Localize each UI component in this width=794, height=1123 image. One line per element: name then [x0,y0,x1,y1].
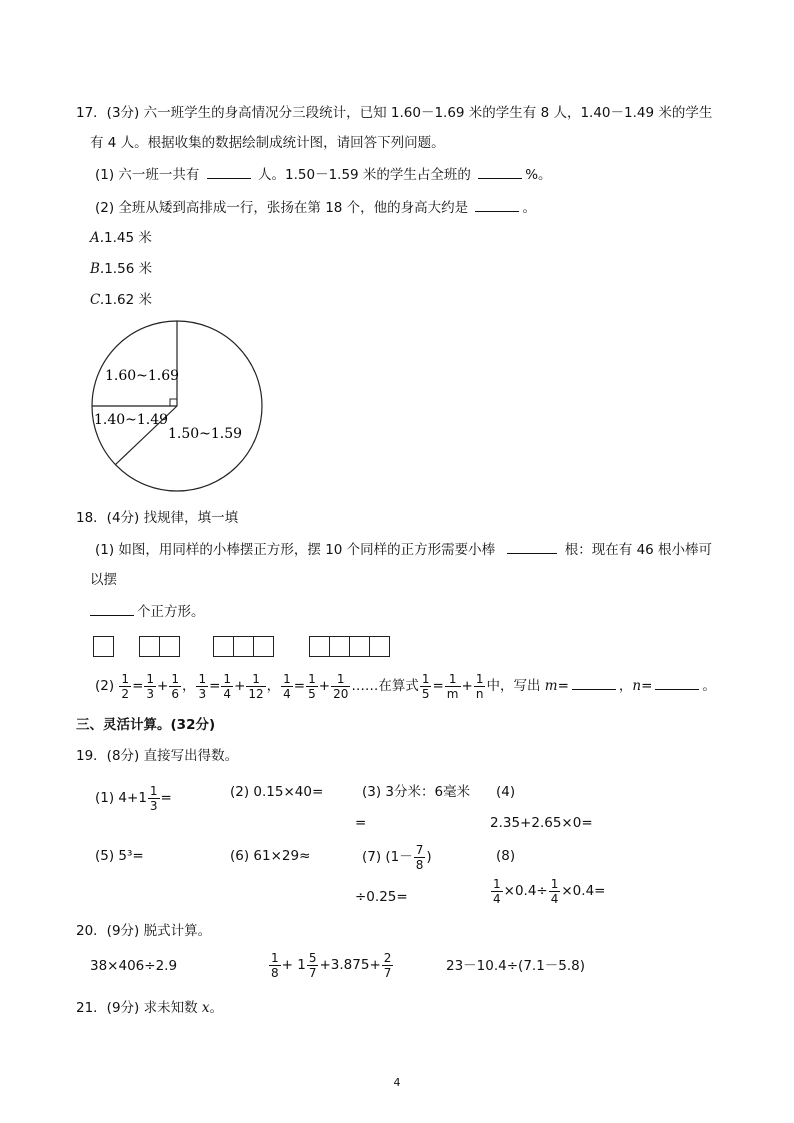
frac-num: 1 [171,671,179,686]
frac-1-m [445,672,461,701]
q19-item-8-mid: ×0.4÷ [503,883,548,899]
q17-part2-text-a: (2) 全班从矮到高排成一行，张扬在第 18 个，他的身高大约是 [95,200,469,216]
q20-expr-3: 23－10.4÷(7.1－5.8) [446,958,586,974]
q17-part2 [95,198,536,217]
q17-option-b-letter: B. [90,261,105,277]
frac-num: 1 [475,671,484,686]
q17-height-blank[interactable] [475,198,519,212]
plus: + [461,678,473,694]
comma: ， [266,678,281,694]
equals: = [293,678,306,694]
plus: + [318,678,331,694]
frac-den: 7 [308,965,317,980]
frac-den: n [475,686,484,701]
square-3-2 [233,636,254,657]
q19-item-6: (6) 61×29≈ [230,848,311,864]
q17-option-a-letter: A. [90,230,105,246]
comma: ， [181,678,196,694]
frac-den: 3 [198,686,207,701]
frac-num: 1 [283,671,291,686]
frac-den: 8 [271,965,279,980]
frac-den: 3 [149,798,158,813]
pie-label-160-169: 1.60~1.69 [105,368,180,384]
n-blank[interactable] [655,676,699,690]
q19-item-3b: = [355,815,367,831]
ellipsis-text: ……在算式 [351,678,419,694]
section-3-title: 三、灵活计算。(32分) [76,717,216,733]
q17-part1-text-b: 人。1.50－1.59 米的学生占全班的 [258,167,471,183]
q19-item-4a: (4) [496,784,516,800]
frac-1-4 [221,672,233,701]
frac-num: 1 [271,950,279,965]
frac-1-5b [420,672,432,701]
q17-stem-line1: 17．(3分) 六一班学生的身高情况分三段统计，已知 1.60－1.69 米的学生有 8 人，1.40－1.49 米的学生 [76,105,713,121]
frac-den: 3 [146,686,155,701]
frac-den: 12 [248,686,264,701]
q21-stem-text: 21．(9分) 求未知数 [76,1000,198,1016]
frac-num: 7 [415,842,424,857]
pie-right-angle-mark [170,399,177,406]
frac-num: 1 [223,671,232,686]
frac-den: 4 [283,686,291,701]
end-period: 。 [702,678,716,694]
frac-5-7 [307,951,319,980]
q19-item-7-close: ) [426,849,432,865]
frac-1-n [474,672,486,701]
q19-item-3a: (3) 3分米：6毫米 [362,784,471,800]
frac-den: 4 [223,686,232,701]
q18-part2 [95,671,716,701]
q18-part1-text-b: 根：现在有 46 根小棒可 [564,542,713,558]
q17-option-c-text: 1.62 米 [104,292,152,308]
frac-den: 2 [121,686,130,701]
q18-part1-line1 [95,540,712,559]
separator: ， [618,678,633,694]
frac-1-6 [169,672,181,701]
plus: + [234,678,246,694]
frac-den: 6 [171,686,179,701]
q17-pie-chart [90,320,265,495]
q19-item-7-open: (7) (1－ [362,849,413,865]
q20-expr-2-plus1: + 1 [281,957,306,973]
pie-label-150-159: 1.50~1.59 [168,426,243,442]
q19-item-1-b: = [160,790,172,806]
q18-squares-blank[interactable] [90,602,134,616]
frac-num: 1 [198,671,207,686]
q17-part1 [95,165,552,184]
frac-1-12 [246,672,265,701]
frac-num: 1 [308,671,316,686]
q19-item-8-end: ×0.4= [561,883,606,899]
frac-num: 5 [308,950,317,965]
q17-option-a-text: 1.45 米 [104,230,152,246]
q18-part1-text-d: 个正方形。 [137,604,205,620]
m-variable: m [544,678,558,694]
frac-den: 4 [493,891,501,906]
q17-part1-text-a: (1) 六一班一共有 [95,167,200,183]
q17-option-c-letter: C. [90,292,105,308]
q19-item-7b: ÷0.25= [355,889,408,905]
frac-num: 1 [121,671,130,686]
frac-1-4b [281,672,293,701]
q20-expr-2-plus2: +3.875+ [319,957,381,973]
q17-part1-text-c: %。 [525,167,552,183]
frac-1-2 [119,672,131,701]
q18-stem: 18．(4分) 找规律，填一填 [76,510,239,526]
equals: = [641,678,653,694]
q17-total-blank[interactable] [207,165,251,179]
q17-option-b-text: 1.56 米 [104,261,153,277]
equals: = [209,678,221,694]
q21-stem [76,999,223,1017]
plus: + [157,678,169,694]
square-3-3 [253,636,274,657]
q19-stem: 19．(8分) 直接写出得数。 [76,748,239,764]
frac-1-8 [269,951,281,980]
frac-num: 1 [246,672,265,687]
q18-part1-text-a: (1) 如图，用同样的小棒摆正方形，摆 10 个同样的正方形需要小棒 [95,542,496,558]
q20-expr-1: 38×406÷2.9 [90,958,178,974]
frac-1-5 [306,672,318,701]
square-4-2 [329,636,350,657]
q19-item-1-a: (1) 4+1 [95,790,147,806]
frac-1-3b [196,672,208,701]
frac-1-4-q19b [549,877,561,906]
equals: = [132,678,144,694]
q18-part1-line2: 以摆 [90,572,117,588]
frac-num: 2 [383,950,392,965]
frac-2-7 [382,951,394,980]
frac-den: 7 [383,965,392,980]
frac-num: 1 [445,672,461,687]
q18-sticks-blank[interactable] [507,540,557,554]
q19-item-8b [490,876,605,906]
q21-end: 。 [209,1000,224,1016]
q20-stem: 20．(9分) 脱式计算。 [76,923,212,939]
frac-num: 1 [146,671,155,686]
frac-1-20 [331,672,350,701]
frac-1-3-q19 [148,784,160,813]
q17-option-a[interactable] [90,229,152,247]
mid-text: 中，写出 [486,678,541,694]
q19-item-5: (5) 5³= [95,848,144,864]
frac-num: 1 [493,876,501,891]
frac-den: 5 [421,686,430,701]
q19-item-4b: 2.35+2.65×0= [490,815,593,831]
frac-7-8 [414,843,426,872]
frac-num: 1 [421,671,430,686]
q19-item-1 [95,783,172,813]
equals: = [432,678,444,694]
square-1-1 [93,636,114,657]
q17-option-c[interactable] [90,291,152,309]
frac-num: 1 [149,783,158,798]
q18-part1-line3 [90,602,205,621]
square-4-1 [309,636,330,657]
frac-num: 1 [331,672,350,687]
q17-percent-blank[interactable] [478,165,522,179]
q18-part2-label: (2) [95,678,115,694]
frac-1-3 [144,672,156,701]
pie-label-140-149: 1.40~1.49 [94,412,169,428]
square-3-1 [213,636,234,657]
q20-expr-2 [268,950,394,980]
q17-stem-line2: 有 4 人。根据收集的数据绘制成统计图，请回答下列问题。 [90,135,445,151]
q19-item-8a: (8) [496,848,516,864]
page-number: 4 [393,1076,401,1089]
q21-variable: x [201,1000,210,1016]
frac-den: 20 [333,686,349,701]
square-4-4 [369,636,390,657]
square-2-1 [139,636,160,657]
m-blank[interactable] [572,676,616,690]
frac-den: 8 [415,857,424,872]
q17-option-b[interactable] [90,260,152,278]
q19-item-2: (2) 0.15×40= [230,784,324,800]
frac-den: 5 [308,686,316,701]
frac-1-4-q19a [491,877,503,906]
q17-part2-text-b: 。 [522,200,536,216]
q19-item-7a [362,842,432,872]
frac-num: 1 [550,876,559,891]
square-2-2 [159,636,180,657]
square-4-3 [349,636,370,657]
frac-den: 4 [550,891,559,906]
n-variable: n [632,678,642,694]
frac-den: m [446,686,459,701]
equals: = [557,678,569,694]
